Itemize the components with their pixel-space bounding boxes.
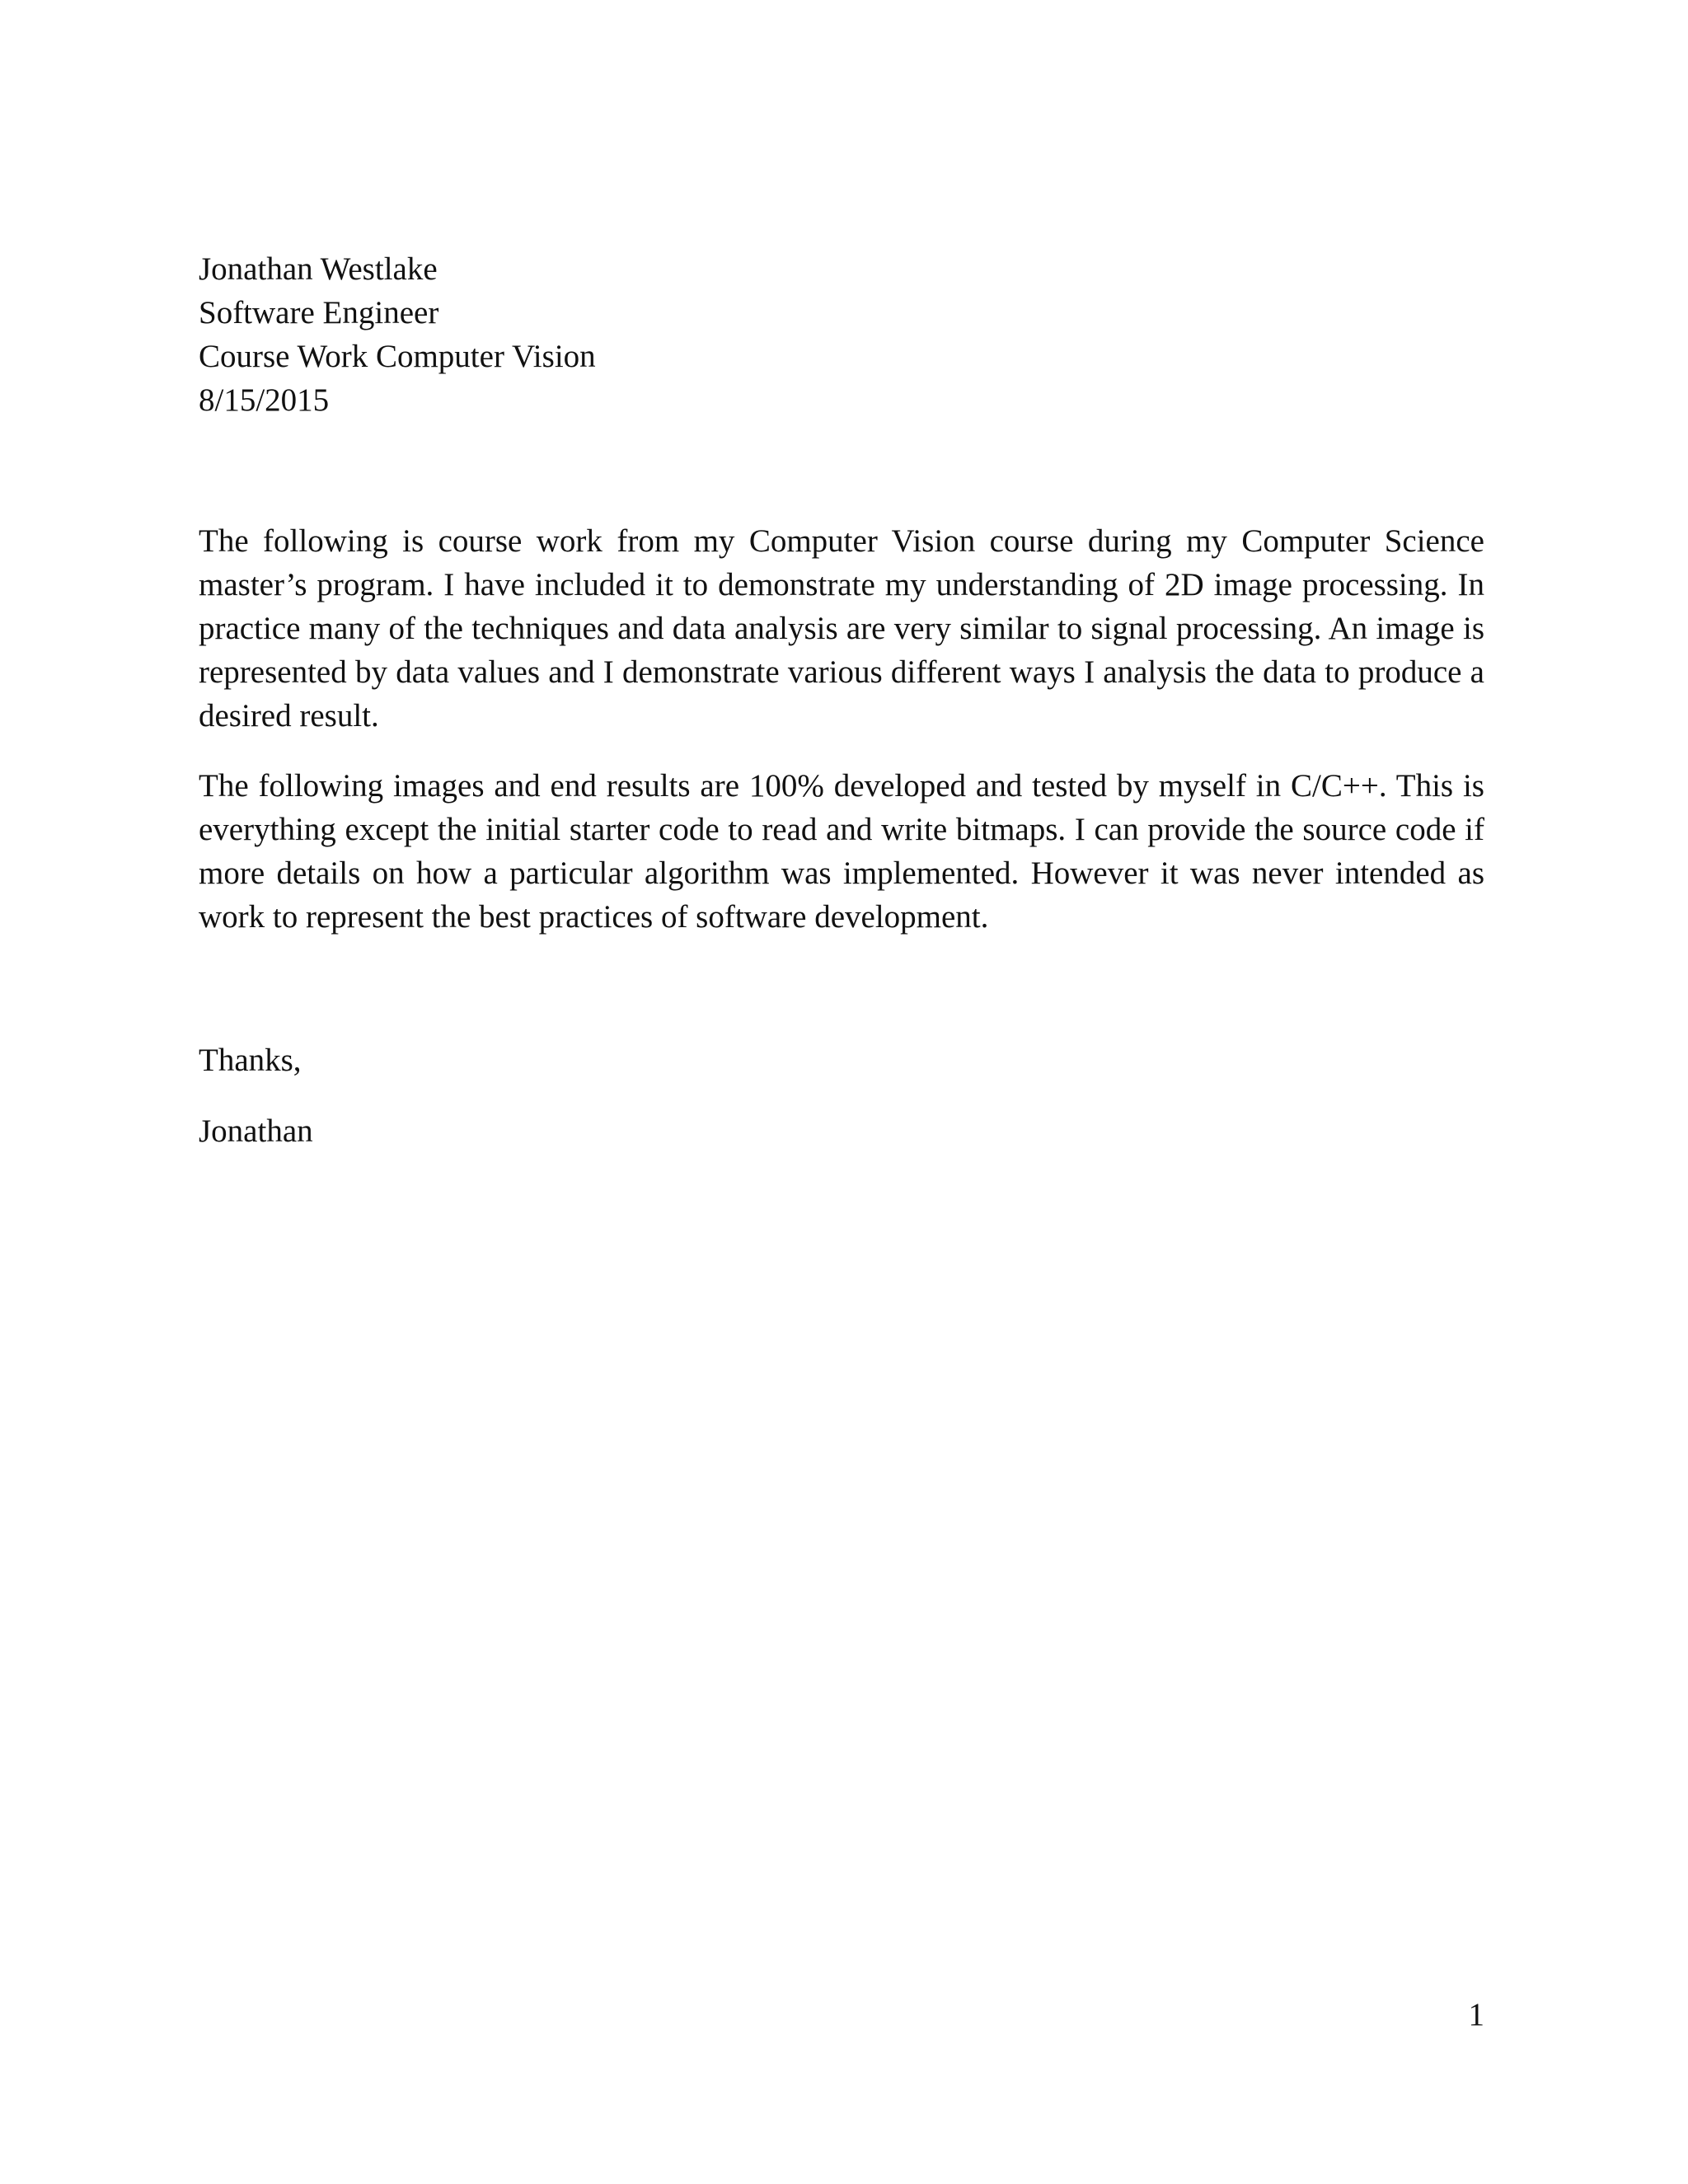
author-name: Jonathan Westlake — [199, 251, 438, 287]
letter-date: 8/15/2015 — [199, 382, 330, 418]
author-title: Software Engineer — [199, 295, 439, 330]
letter-body — [199, 519, 1484, 965]
letter-subject: Course Work Computer Vision — [199, 339, 596, 374]
letter-closing — [199, 1038, 1484, 1180]
page-number: 1 — [1468, 1997, 1484, 2032]
closing-signature: Jonathan — [199, 1113, 313, 1149]
closing-salutation: Thanks, — [199, 1043, 302, 1078]
body-paragraph-2: The following images and end results are 100% developed and tested by myself in C/C++. This is everything except the initial starter code to read and write bitmaps. I can provide the source code if more details on how a particular algorithm was implemented. However it was never intended as work to represent the best practices of software development. — [199, 768, 1484, 935]
letter-header — [199, 247, 1484, 422]
body-paragraph-1: The following is course work from my Computer Vision course during my Computer Science master’s program. I have included it to demonstrate my understanding of 2D image processing. In practice many of the techniques and data analysis are very similar to signal processing. An image is represented by data values and I demonstrate various different ways I analysis the data to produce a desired result. — [199, 523, 1484, 733]
